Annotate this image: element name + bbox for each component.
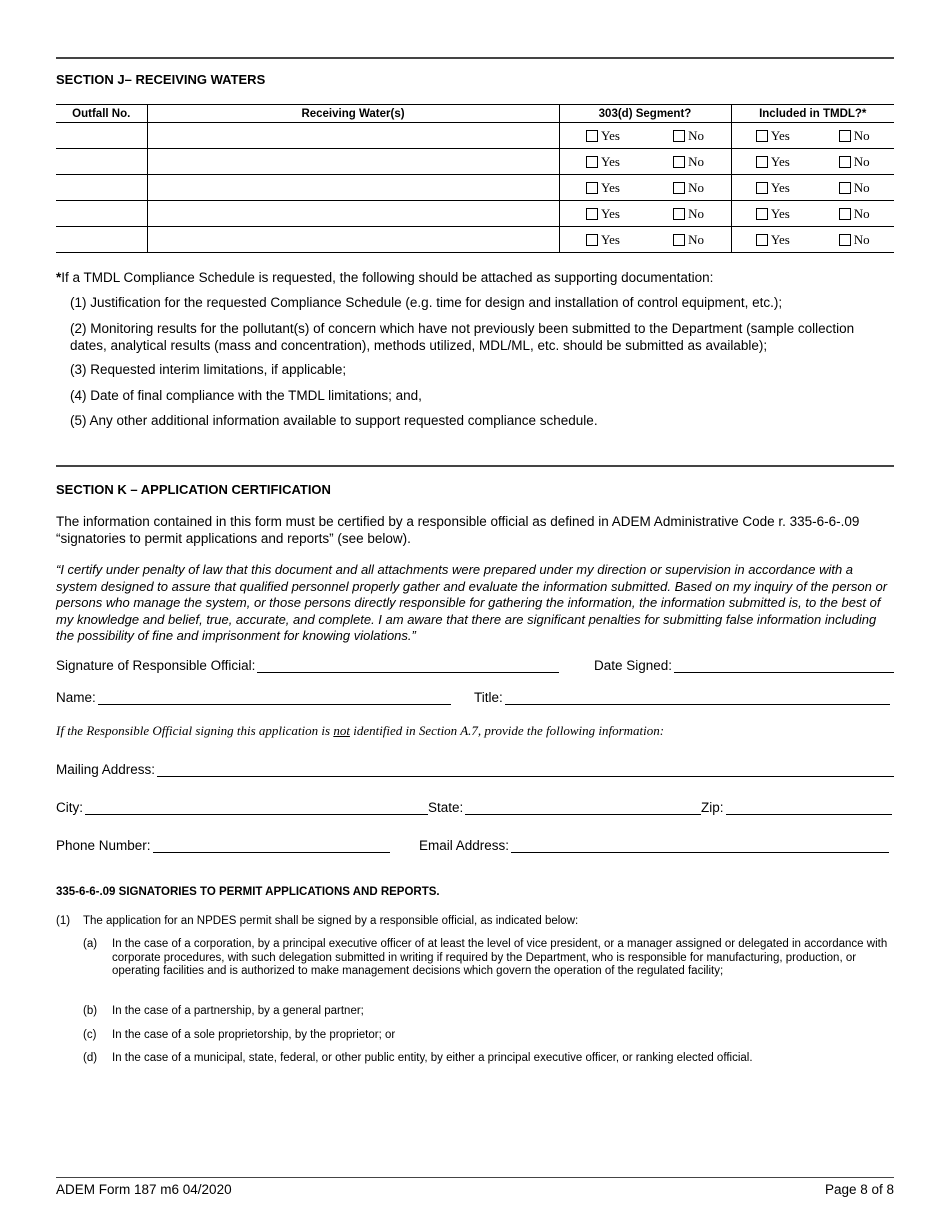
checkbox-icon[interactable]	[586, 234, 598, 246]
included-tmdl-yes-option[interactable]	[756, 128, 790, 144]
section-divider	[56, 465, 894, 467]
outfall-no-cell[interactable]	[56, 175, 147, 201]
segment-303d-yes-option[interactable]	[586, 128, 620, 144]
city-field[interactable]	[56, 800, 428, 815]
tmdl-note-item-4: (4) Date of final compliance with the TMDL limitations; and,	[70, 388, 422, 403]
mailing-address-field[interactable]	[56, 762, 894, 777]
segment-303d-choice	[560, 154, 731, 170]
segment-303d-cell	[559, 227, 731, 253]
tmdl-note-item-1: (1) Justification for the requested Compliance Schedule (e.g. time for design and installation of control equipment, etc.);	[70, 295, 783, 310]
no-label: No	[688, 231, 704, 247]
table-row	[56, 227, 894, 253]
included-tmdl-yes-option[interactable]	[756, 206, 790, 222]
included-tmdl-choice	[732, 154, 895, 170]
segment-303d-cell	[559, 149, 731, 175]
checkbox-icon[interactable]	[756, 156, 768, 168]
yes-label: Yes	[770, 153, 790, 169]
subitem-a-label: (a)	[83, 938, 98, 950]
state-line[interactable]	[465, 800, 701, 815]
segment-303d-no-option[interactable]	[673, 128, 704, 144]
segment-303d-yes-option[interactable]	[586, 180, 620, 196]
checkbox-icon[interactable]	[673, 208, 685, 220]
city-label: City:	[56, 800, 83, 815]
responsible-official-note: If the Responsible Official signing this application is not identified in Section A.7, provide the following information:	[56, 723, 665, 738]
no-label: No	[688, 205, 704, 221]
tmdl-note-item-2: (2) Monitoring results for the pollutant(s) of concern which have not previously been submitted to the Department (sample collection dates, analytical results (mass and concentration), methods utilized, MDL/ML, etc. should be submitted as available);	[70, 321, 855, 353]
col-included-tmdl: Included in TMDL?*	[731, 105, 894, 123]
checkbox-icon[interactable]	[839, 234, 851, 246]
no-label: No	[853, 231, 870, 247]
included-tmdl-choice	[732, 180, 895, 196]
page-footer	[56, 1177, 894, 1197]
segment-303d-yes-option[interactable]	[586, 206, 620, 222]
checkbox-icon[interactable]	[756, 234, 768, 246]
checkbox-icon[interactable]	[673, 156, 685, 168]
checkbox-icon[interactable]	[756, 182, 768, 194]
table-row	[56, 149, 894, 175]
subitem-b-text: In the case of a partnership, by a general partner;	[112, 1005, 364, 1017]
mailing-address-label: Mailing Address:	[56, 762, 156, 777]
checkbox-icon[interactable]	[839, 130, 851, 142]
no-label: No	[853, 205, 870, 221]
date-signed-field[interactable]	[594, 658, 894, 673]
included-tmdl-no-option[interactable]	[839, 232, 870, 248]
included-tmdl-no-option[interactable]	[839, 206, 870, 222]
subitem-c-text: In the case of a sole proprietorship, by the proprietor; or	[112, 1029, 396, 1041]
col-303d-segment: 303(d) Segment?	[559, 105, 731, 123]
included-tmdl-choice	[732, 206, 895, 222]
date-signed-line[interactable]	[674, 658, 894, 673]
no-label: No	[688, 127, 704, 143]
no-label: No	[688, 179, 704, 195]
city-line[interactable]	[85, 800, 428, 815]
section-j-title: SECTION J– RECEIVING WATERS	[56, 72, 266, 87]
certification-statement: “I certify under penalty of law that this document and all attachments were prepared under my direction or supervision in accordance with a system designed to assure that qualified personnel properly gather and evaluate the information submitted. Based on my inquiry of the person or persons who manage the system, or those persons directly responsible for gathering the information, the information submitted is, to the best of my knowledge and belief, true, accurate, and complete. I am aware that there are significant penalties for submitting false information including the possibility of fine and imprisonment for knowing violations.”	[56, 562, 888, 643]
checkbox-icon[interactable]	[673, 234, 685, 246]
included-tmdl-cell	[731, 227, 894, 253]
checkbox-icon[interactable]	[839, 156, 851, 168]
tmdl-note-item-5: (5) Any other additional information available to support requested compliance schedule.	[70, 413, 598, 428]
segment-303d-choice	[560, 206, 731, 222]
date-signed-label: Date Signed:	[594, 658, 673, 673]
included-tmdl-choice	[732, 128, 895, 144]
yes-label: Yes	[770, 205, 790, 221]
phone-field[interactable]	[56, 838, 390, 853]
email-field[interactable]	[419, 838, 889, 853]
yes-label: Yes	[770, 231, 790, 247]
included-tmdl-yes-option[interactable]	[756, 232, 790, 248]
segment-303d-cell	[559, 201, 731, 227]
checkbox-icon[interactable]	[839, 208, 851, 220]
no-label: No	[853, 179, 870, 195]
subitem-a-text: In the case of a corporation, by a principal executive officer of at least the level of vice president, or a manager assigned or delegated in accordance with corporate procedures, with such delegation submitted in writing if required by the Department, who is responsible for manufacturing, production, or operating facilities and is authorized to make management decisions which govern the operation of the regulated facility;	[112, 938, 888, 977]
table-row	[56, 201, 894, 227]
zip-field[interactable]	[701, 800, 892, 815]
tmdl-note-intro: *If a TMDL Compliance Schedule is requested, the following should be attached as supporting documentation:	[56, 270, 714, 285]
phone-label: Phone Number:	[56, 838, 151, 853]
name-field[interactable]	[56, 690, 451, 705]
receiving-waters-table	[56, 104, 894, 253]
subitem-d-text: In the case of a municipal, state, federal, or other public entity, by either a principal executive officer, or ranking elected official.	[112, 1052, 753, 1064]
segment-303d-cell	[559, 123, 731, 149]
segment-303d-choice	[560, 232, 731, 248]
segment-303d-yes-option[interactable]	[586, 154, 620, 170]
title-field[interactable]	[474, 690, 890, 705]
subitem-d-label: (d)	[83, 1052, 98, 1064]
included-tmdl-yes-option[interactable]	[756, 154, 790, 170]
no-label: No	[688, 153, 704, 169]
segment-303d-choice	[560, 180, 731, 196]
outfall-no-cell[interactable]	[56, 123, 147, 149]
checkbox-icon[interactable]	[673, 182, 685, 194]
page-number: Page 8 of 8	[824, 1182, 894, 1197]
segment-303d-yes-option[interactable]	[586, 232, 620, 248]
state-label: State:	[428, 800, 464, 815]
checkbox-icon[interactable]	[756, 208, 768, 220]
signatories-item-num: (1)	[56, 915, 71, 927]
col-receiving-water: Receiving Water(s)	[147, 105, 559, 123]
yes-label: Yes	[601, 231, 620, 247]
title-label: Title:	[474, 690, 503, 705]
segment-303d-choice	[560, 128, 731, 144]
signature-label: Signature of Responsible Official:	[56, 658, 256, 673]
email-label: Email Address:	[419, 838, 510, 853]
subitem-b-label: (b)	[83, 1005, 98, 1017]
receiving-water-cell[interactable]	[147, 149, 559, 175]
receiving-water-cell[interactable]	[147, 175, 559, 201]
subitem-c-label: (c)	[83, 1029, 97, 1041]
zip-label: Zip:	[701, 800, 724, 815]
zip-line[interactable]	[726, 800, 892, 815]
section-k-title: SECTION K – APPLICATION CERTIFICATION	[56, 482, 331, 497]
signature-field[interactable]	[56, 658, 559, 673]
name-label: Name:	[56, 690, 96, 705]
phone-line[interactable]	[153, 838, 390, 853]
yes-label: Yes	[601, 179, 620, 195]
receiving-water-cell[interactable]	[147, 227, 559, 253]
mailing-address-line[interactable]	[157, 762, 894, 777]
receiving-water-cell[interactable]	[147, 123, 559, 149]
state-field[interactable]	[428, 800, 701, 815]
checkbox-icon[interactable]	[586, 182, 598, 194]
signatories-item-text: The application for an NPDES permit shall be signed by a responsible official, as indicated below:	[83, 915, 579, 927]
section-divider	[56, 57, 894, 59]
yes-label: Yes	[770, 127, 790, 143]
table-row	[56, 175, 894, 201]
signature-line[interactable]	[257, 658, 559, 673]
certification-intro: The information contained in this form must be certified by a responsible official as defined in ADEM Administrative Code r. 335-6-6-.09 “signatories to permit applications and reports” (see below).	[56, 514, 860, 546]
outfall-no-cell[interactable]	[56, 201, 147, 227]
name-line[interactable]	[98, 690, 451, 705]
checkbox-icon[interactable]	[756, 130, 768, 142]
form-page	[56, 0, 894, 1230]
segment-303d-no-option[interactable]	[673, 180, 704, 196]
yes-label: Yes	[601, 205, 620, 221]
no-label: No	[853, 153, 870, 169]
yes-label: Yes	[601, 153, 620, 169]
included-tmdl-cell	[731, 175, 894, 201]
checkbox-icon[interactable]	[586, 130, 598, 142]
yes-label: Yes	[770, 179, 790, 195]
segment-303d-no-option[interactable]	[673, 154, 704, 170]
included-tmdl-yes-option[interactable]	[756, 180, 790, 196]
included-tmdl-choice	[732, 232, 895, 248]
checkbox-icon[interactable]	[673, 130, 685, 142]
yes-label: Yes	[601, 127, 620, 143]
table-row	[56, 123, 894, 149]
segment-303d-no-option[interactable]	[673, 206, 704, 222]
included-tmdl-cell	[731, 123, 894, 149]
signatories-title: 335-6-6-.09 SIGNATORIES TO PERMIT APPLICATIONS AND REPORTS.	[56, 886, 440, 898]
included-tmdl-cell	[731, 149, 894, 175]
checkbox-icon[interactable]	[839, 182, 851, 194]
included-tmdl-cell	[731, 201, 894, 227]
col-outfall-no: Outfall No.	[56, 105, 147, 123]
included-tmdl-no-option[interactable]	[839, 154, 870, 170]
segment-303d-no-option[interactable]	[673, 232, 704, 248]
outfall-no-cell[interactable]	[56, 227, 147, 253]
title-line[interactable]	[505, 690, 890, 705]
email-line[interactable]	[511, 838, 889, 853]
no-label: No	[853, 127, 870, 143]
form-id: ADEM Form 187 m6 04/2020	[56, 1182, 232, 1197]
tmdl-note-item-3: (3) Requested interim limitations, if applicable;	[70, 362, 347, 377]
outfall-no-cell[interactable]	[56, 149, 147, 175]
checkbox-icon[interactable]	[586, 156, 598, 168]
receiving-water-cell[interactable]	[147, 201, 559, 227]
included-tmdl-no-option[interactable]	[839, 180, 870, 196]
included-tmdl-no-option[interactable]	[839, 128, 870, 144]
segment-303d-cell	[559, 175, 731, 201]
checkbox-icon[interactable]	[586, 208, 598, 220]
